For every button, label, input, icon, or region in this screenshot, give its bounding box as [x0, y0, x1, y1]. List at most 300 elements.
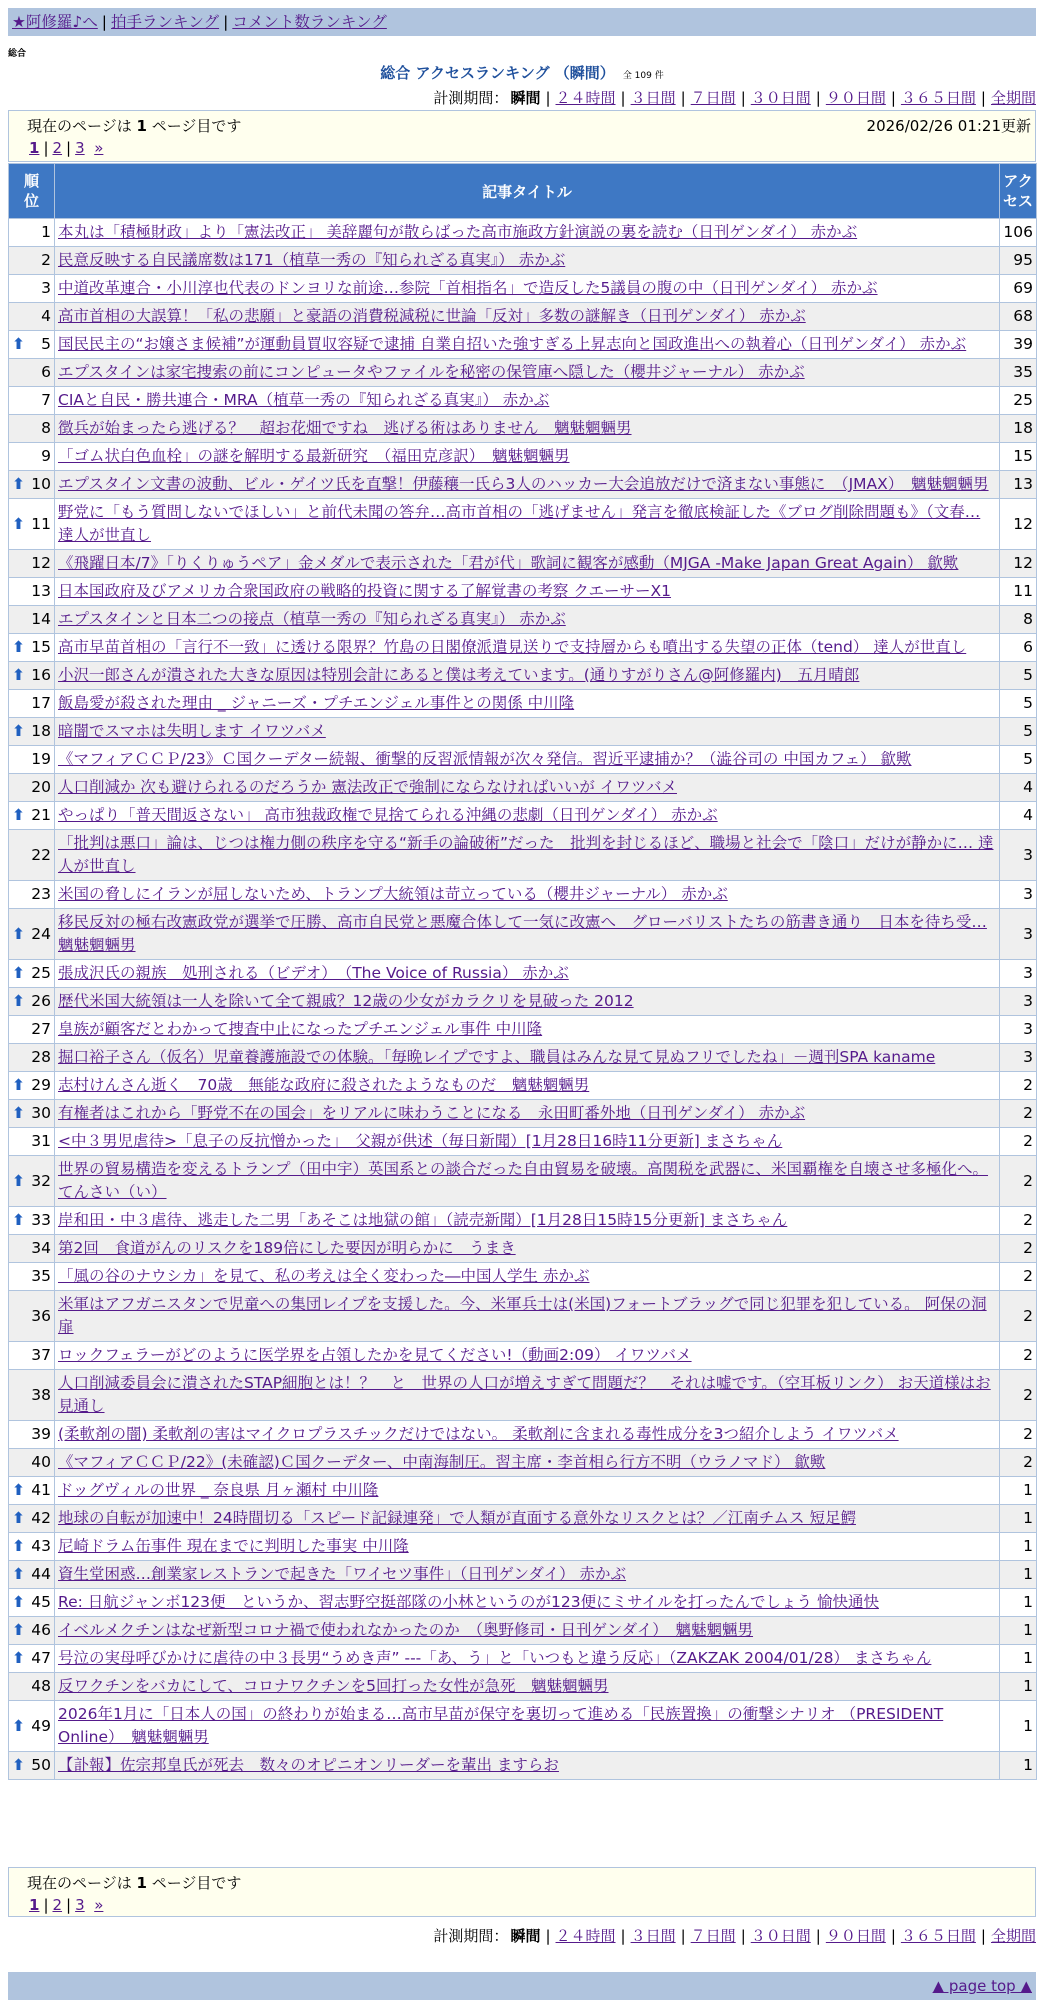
table-row: [9, 690, 1037, 718]
period-365d-link[interactable]: ３６５日間: [900, 89, 976, 107]
period-label: 計測期間：: [433, 1927, 509, 1945]
period-3d-link[interactable]: ３日間: [630, 89, 676, 107]
article-title-link[interactable]: 掘口裕子さん（仮名）児童養護施設での体験。「毎晩レイプですよ、職員はみんな見て見ぬフリでしたね」－週刊SPA kaname: [58, 1048, 936, 1066]
rank-cell: [9, 1207, 55, 1235]
rank-cell: [9, 1128, 55, 1156]
access-count: 15: [1000, 443, 1037, 471]
rank-cell: [9, 1016, 55, 1044]
period-3d-link[interactable]: ３日間: [630, 1927, 676, 1945]
page-1-link[interactable]: 1: [29, 139, 40, 157]
article-title-link[interactable]: Re: 日航ジャンボ123便 というか、習志野空挺部隊の小林というのが123便にミサイルを打ったんでしょう 愉快通快: [58, 1593, 879, 1611]
separator: |: [890, 89, 896, 107]
access-count: 2: [1000, 1128, 1037, 1156]
rank-number: 1: [41, 223, 51, 241]
page-3-link[interactable]: 3: [75, 139, 85, 157]
article-title-link[interactable]: 野党に「もう質問しないでほしい」と前代未聞の答弁…高市首相の「逃げません」発言を徹底検証した《ブログ削除問題も》（文春… 達人が世直し: [58, 503, 981, 544]
title-cell: [55, 247, 1000, 275]
article-title-link[interactable]: 岸和田・中３虐待、逃走した二男「あそこは地獄の館」（読売新聞）[1月28日15時15分更新] まさちゃん: [58, 1211, 788, 1229]
article-title-link[interactable]: 世界の貿易構造を変えるトランプ（田中宇）英国系との談合だった自由貿易を破壊。高関税を武器に、米国覇権を自壊させ多極化へ。 てんさい（い）: [58, 1160, 989, 1201]
article-title-link[interactable]: <中３男児虐待>「息子の反抗憎かった」 父親が供述（毎日新聞）[1月28日16時11分更新] まさちゃん: [58, 1132, 783, 1150]
count-header: [1000, 164, 1037, 219]
title-cell: [55, 1128, 1000, 1156]
article-title-link[interactable]: 《飛躍日本/7》「りくりゅうペア」金メダルで表示された「君が代」歌詞に観客が感動（MJGA -Make Japan Great Again） 歙歟: [58, 554, 959, 572]
table-row: [9, 415, 1037, 443]
rank-up-arrow-icon: ⬆: [12, 992, 25, 1010]
page-suffix: ページ目です: [151, 1874, 242, 1892]
access-count: 1: [1000, 1589, 1037, 1617]
page-1-link[interactable]: 1: [29, 1896, 40, 1914]
rank-number: 37: [31, 1346, 51, 1364]
ranking-table: [8, 163, 1037, 1780]
rank-header-label: 順位: [23, 172, 39, 210]
article-title-link[interactable]: 中道改革連合・小川淳也代表のドンヨリな前途…参院「首相指名」で造反した5議員の腹の中（日刊ゲンダイ） 赤かぶ: [58, 279, 878, 297]
table-row: [9, 1505, 1037, 1533]
article-title-link[interactable]: 移民反対の極右改憲政党が選挙で圧勝、高市自民党と悪魔合体して一気に改憲へ グローバリストたちの筋書き通り 日本を待ち受… 魑魅魍魎男: [58, 913, 987, 954]
rank-number: 35: [31, 1267, 51, 1285]
article-title-link[interactable]: ドッグヴィルの世界 _ 奈良県 月ヶ瀬村 中川隆: [58, 1481, 379, 1499]
article-title-link[interactable]: 国民民主の“お嬢さま候補”が運動員買収容疑で逮捕 自業自招いた強すぎる上昇志向と国政進出への執着心（日刊ゲンダイ） 赤かぶ: [58, 335, 967, 353]
article-title-link[interactable]: 《マフィアＣＣＰ/22》(未確認)Ｃ国クーデター、中南海制圧。習主席・李首相ら行方不明（ウラノマド） 歙歟: [58, 1453, 826, 1471]
period-all-link[interactable]: 全期間: [990, 1927, 1036, 1945]
section-label: 総合: [8, 49, 27, 59]
article-title-link[interactable]: 反ワクチンをバカにして、コロナワクチンを5回打った女性が急死 魑魅魍魎男: [58, 1677, 609, 1695]
title-cell: [55, 443, 1000, 471]
ranking-body: [9, 219, 1037, 1780]
access-count: 2: [1000, 1421, 1037, 1449]
rank-number: 50: [31, 1756, 51, 1774]
rank-cell: [9, 690, 55, 718]
article-title-link[interactable]: 暗闇でスマホは失明します イワツバメ: [58, 722, 326, 740]
title-cell: [55, 1072, 1000, 1100]
rank-cell: [9, 1100, 55, 1128]
article-title-link[interactable]: 人口削減委員会に潰されたSTAP細胞とは！？ と 世界の人口が増えすぎて問題だ？ それは嘘です。（空耳板リンク） お天道様はお見通し: [58, 1374, 991, 1415]
table-row: [9, 1421, 1037, 1449]
rank-cell: [9, 830, 55, 881]
table-row: [9, 1701, 1037, 1752]
rank-number: 31: [31, 1132, 51, 1150]
period-7d-link[interactable]: ７日間: [690, 1927, 736, 1945]
table-row: [9, 1128, 1037, 1156]
rank-number: 14: [31, 610, 51, 628]
page-2-link[interactable]: 2: [52, 139, 63, 157]
rank-cell: [9, 960, 55, 988]
rank-cell: [9, 578, 55, 606]
rank-number: 19: [31, 750, 51, 768]
rank-cell: [9, 1477, 55, 1505]
article-title-link[interactable]: エプスタインは家宅捜索の前にコンピュータやファイルを秘密の保管庫へ隠した（櫻井ジャーナル） 赤かぶ: [58, 363, 805, 381]
rank-cell: [9, 1449, 55, 1477]
access-count: 5: [1000, 746, 1037, 774]
article-title-link[interactable]: 有権者はこれから「野党不在の国会」をリアルに味わうことになる 永田町番外地（日刊ゲンダイ） 赤かぶ: [58, 1104, 806, 1122]
title-cell: [55, 1449, 1000, 1477]
period-current: 瞬間: [510, 1927, 541, 1945]
period-all-link[interactable]: 全期間: [990, 89, 1036, 107]
access-count: 4: [1000, 774, 1037, 802]
rank-cell: [9, 247, 55, 275]
separator: |: [740, 89, 746, 107]
separator: |: [545, 89, 551, 107]
rank-cell: [9, 1421, 55, 1449]
page-info-top: [8, 110, 1036, 162]
rank-up-arrow-icon: ⬆: [12, 1509, 25, 1527]
access-count: 13: [1000, 471, 1037, 499]
table-row: [9, 960, 1037, 988]
rank-cell: [9, 634, 55, 662]
table-row: [9, 1561, 1037, 1589]
table-row: [9, 331, 1037, 359]
rank-number: 38: [31, 1385, 51, 1404]
title-cell: [55, 550, 1000, 578]
title-cell: [55, 471, 1000, 499]
page-title: 総合 アクセスランキング （瞬間）: [380, 64, 615, 82]
rank-number: 34: [31, 1239, 51, 1257]
article-title-link[interactable]: 地球の自転が加速中！24時間切る「スピード記録連発」で人類が直面する意外なリスクとは？／江南チムス 短足鰐: [58, 1509, 856, 1527]
access-count: 2: [1000, 1291, 1037, 1342]
article-title-link[interactable]: 本丸は「積極財政」より「憲法改正」 美辞麗句が散らばった高市施政方針演説の裏を読む（日刊ゲンダイ） 赤かぶ: [58, 223, 858, 241]
rank-number: 8: [41, 419, 51, 437]
separator: |: [680, 1927, 686, 1945]
rank-up-arrow-icon: ⬆: [12, 1104, 25, 1122]
rank-up-arrow-icon: ⬆: [12, 1716, 25, 1735]
period-current: 瞬間: [510, 89, 541, 107]
rank-cell: [9, 1589, 55, 1617]
table-row: [9, 1342, 1037, 1370]
access-count: 3: [1000, 881, 1037, 909]
period-label: 計測期間：: [433, 89, 509, 107]
title-cell: [55, 1477, 1000, 1505]
rank-number: 43: [31, 1537, 51, 1555]
title-cell: [55, 1291, 1000, 1342]
article-title-link[interactable]: 徴兵が始まったら逃げる？ 超お花畑ですね 逃げる術はありません 魑魅魍魎男: [58, 419, 632, 437]
article-title-link[interactable]: やっぱり「普天間返さない」 高市独裁政権で見捨てられる沖縄の悲劇（日刊ゲンダイ） 赤かぶ: [58, 806, 718, 824]
table-row: [9, 1589, 1037, 1617]
article-title-link[interactable]: エプスタイン文書の波動、ビル・ゲイツ氏を直撃！伊藤穰一氏ら3人のハッカー大会追放だけで済まない事態に （JMAX） 魑魅魍魎男: [58, 475, 989, 493]
comment-ranking-link[interactable]: コメント数ランキング: [232, 13, 387, 31]
access-count: 1: [1000, 1645, 1037, 1673]
title-cell: [55, 1673, 1000, 1701]
article-title-link[interactable]: 飯島愛が殺された理由 _ ジャニーズ・プチエンジェル事件との関係 中川隆: [58, 694, 575, 712]
rank-cell: [9, 303, 55, 331]
access-count: 5: [1000, 718, 1037, 746]
access-count: 1: [1000, 1533, 1037, 1561]
table-row: [9, 303, 1037, 331]
period-selector-bottom: [433, 1925, 1036, 1946]
article-title-link[interactable]: 号泣の実母呼びかけに虐待の中３長男“うめき声” ---「あ、う」と「いつもと違う反応」（ZAKZAK 2004/01/28） まさちゃん: [58, 1649, 932, 1667]
period-30d-link[interactable]: ３０日間: [750, 1927, 811, 1945]
rank-cell: [9, 909, 55, 960]
rank-number: 15: [31, 638, 51, 656]
period-7d-link[interactable]: ７日間: [690, 89, 736, 107]
article-title-link[interactable]: エプスタインと日本二つの接点（植草一秀の『知られざる真実』） 赤かぶ: [58, 610, 566, 628]
separator: |: [66, 139, 72, 157]
separator: |: [620, 1927, 626, 1945]
table-row: [9, 578, 1037, 606]
rank-number: 17: [31, 694, 51, 712]
access-count: 3: [1000, 1016, 1037, 1044]
access-count: 2: [1000, 1449, 1037, 1477]
table-row: [9, 909, 1037, 960]
rank-up-arrow-icon: ⬆: [12, 964, 25, 982]
access-count: 1: [1000, 1561, 1037, 1589]
page-suffix: ページ目です: [151, 117, 242, 135]
rank-cell: [9, 443, 55, 471]
article-title-link[interactable]: CIAと自民・勝共連合・MRA（植草一秀の『知られざる真実』） 赤かぶ: [58, 391, 550, 409]
access-count: 2: [1000, 1072, 1037, 1100]
separator: |: [545, 1927, 551, 1945]
period-90d-link[interactable]: ９０日間: [825, 1927, 886, 1945]
table-row: [9, 1016, 1037, 1044]
rank-up-arrow-icon: ⬆: [12, 475, 25, 493]
access-count: 68: [1000, 303, 1037, 331]
title-cell: [55, 499, 1000, 550]
rank-cell: [9, 881, 55, 909]
article-title-link[interactable]: 第2回 食道がんのリスクを189倍にした要因が明らかに うまき: [58, 1239, 516, 1257]
title-cell: [55, 359, 1000, 387]
title-cell: [55, 1100, 1000, 1128]
rank-number: 32: [31, 1171, 51, 1190]
title-cell: [55, 960, 1000, 988]
title-cell: [55, 909, 1000, 960]
title-cell: [55, 662, 1000, 690]
rank-up-arrow-icon: ⬆: [12, 1211, 25, 1229]
period-24h-link[interactable]: ２４時間: [555, 1927, 616, 1945]
access-count: 1: [1000, 1752, 1037, 1780]
table-row: [9, 1477, 1037, 1505]
access-count: 2: [1000, 1156, 1037, 1207]
title-cell: [55, 415, 1000, 443]
table-row: [9, 802, 1037, 830]
rank-cell: [9, 1370, 55, 1421]
title-cell: [55, 988, 1000, 1016]
access-count: 3: [1000, 909, 1037, 960]
total-count: 全 109 件: [622, 71, 664, 81]
period-selector-top: [433, 87, 1036, 108]
rank-up-arrow-icon: ⬆: [12, 666, 25, 684]
separator: |: [980, 1927, 986, 1945]
article-title-link[interactable]: 高市首相の大誤算！「私の悲願」と豪語の消費税減税に世論「反対」多数の謎解き（日刊ゲンダイ） 赤かぶ: [58, 307, 806, 325]
count-header-label: アクセス: [1002, 172, 1033, 210]
title-cell: [55, 881, 1000, 909]
period-365d-link[interactable]: ３６５日間: [900, 1927, 976, 1945]
article-title-link[interactable]: 人口削減か 次も避けられるのだろうか 憲法改正で強制にならなければいいが イワツバメ: [58, 778, 677, 796]
rank-cell: [9, 1235, 55, 1263]
period-24h-link[interactable]: ２４時間: [555, 89, 616, 107]
rank-number: 24: [31, 924, 51, 943]
article-title-link[interactable]: イベルメクチンはなぜ新型コロナ禍で使われなかったのか （奥野修司・日刊ゲンダイ） 魑魅魍魎男: [58, 1621, 754, 1639]
table-row: [9, 988, 1037, 1016]
title-cell: [55, 1701, 1000, 1752]
page-3-link[interactable]: 3: [75, 1896, 85, 1914]
rank-number: 47: [31, 1649, 51, 1667]
table-row: [9, 662, 1037, 690]
rank-number: 22: [31, 845, 51, 864]
title-cell: [55, 1235, 1000, 1263]
article-title-link[interactable]: 米国の脅しにイランが屈しないため、トランプ大統領は苛立っている（櫻井ジャーナル） 赤かぶ: [58, 885, 728, 903]
access-count: 39: [1000, 331, 1037, 359]
rank-number: 5: [41, 335, 51, 353]
access-count: 2: [1000, 1263, 1037, 1291]
article-title-link[interactable]: 【訃報】佐宗邦皇氏が死去 数々のオピニオンリーダーを輩出 ますらお: [58, 1756, 559, 1774]
article-title-link[interactable]: 張成沢氏の親族 処刑される（ビデオ） （The Voice of Russia） 赤かぶ: [58, 964, 569, 982]
ranking-title-row: [0, 62, 1044, 83]
access-count: 106: [1000, 219, 1037, 247]
access-count: 12: [1000, 499, 1037, 550]
separator: |: [740, 1927, 746, 1945]
article-title-link[interactable]: 「批判は悪口」論は、じつは権力側の秩序を守る“新手の論破術”だった 批判を封じるほど、職場と社会で「陰口」だけが静かに… 達人が世直し: [58, 834, 994, 875]
article-title-link[interactable]: 米軍はアフガニスタンで児童への集団レイプを支援した。今、米軍兵士は(米国)フォートブラッグで同じ犯罪を犯している。 阿保の洞扉: [58, 1295, 987, 1336]
title-cell: [55, 578, 1000, 606]
access-count: 3: [1000, 960, 1037, 988]
rank-up-arrow-icon: ⬆: [12, 806, 25, 824]
article-title-link[interactable]: 高市早苗首相の「言行不一致」に透ける限界？竹島の日閣僚派遣見送りで支持層からも噴出する失望の正体（tend） 達人が世直し: [58, 638, 967, 656]
article-title-link[interactable]: 歴代米国大統領は一人を除いて全て親戚？12歳の少女がカラクリを見破った 2012: [58, 992, 634, 1010]
period-90d-link[interactable]: ９０日間: [825, 89, 886, 107]
table-row: [9, 881, 1037, 909]
rank-up-arrow-icon: ⬆: [12, 335, 25, 353]
rank-cell: [9, 387, 55, 415]
rank-cell: [9, 1701, 55, 1752]
access-count: 4: [1000, 802, 1037, 830]
rank-number: 13: [31, 582, 51, 600]
rank-cell: [9, 1342, 55, 1370]
rank-up-arrow-icon: ⬆: [12, 1756, 25, 1774]
table-row: [9, 219, 1037, 247]
rank-number: 49: [31, 1716, 51, 1735]
period-30d-link[interactable]: ３０日間: [750, 89, 811, 107]
access-count: 35: [1000, 359, 1037, 387]
rank-cell: [9, 359, 55, 387]
title-cell: [55, 606, 1000, 634]
article-title-link[interactable]: 日本国政府及びアメリカ合衆国政府の戦略的投資に関する了解覚書の考察 クエーサーX1: [58, 582, 672, 600]
article-title-link[interactable]: (柔軟剤の闇) 柔軟剤の害はマイクロプラスチックだけではない。 柔軟剤に含まれる毒性成分を3つ紹介しよう イワツバメ: [58, 1425, 899, 1443]
rank-cell: [9, 1645, 55, 1673]
access-count: 5: [1000, 662, 1037, 690]
rank-number: 30: [31, 1104, 51, 1122]
article-title-link[interactable]: 皇族が顧客だとわかって捜査中止になったプチエンジェル事件 中川隆: [58, 1020, 543, 1038]
rank-number: 2: [41, 251, 51, 269]
table-row: [9, 499, 1037, 550]
access-count: 8: [1000, 606, 1037, 634]
article-title-link[interactable]: 「風の谷のナウシカ」を見て、私の考えは全く変わった―中国人学生 赤かぶ: [58, 1267, 590, 1285]
separator: |: [101, 13, 108, 31]
table-row: [9, 1207, 1037, 1235]
table-row: [9, 550, 1037, 578]
rank-cell: [9, 1617, 55, 1645]
article-title-link[interactable]: 資生堂困惑…創業家レストランで起きた「ワイセツ事件」（日刊ゲンダイ） 赤かぶ: [58, 1565, 627, 1583]
access-count: 2: [1000, 1370, 1037, 1421]
rank-number: 9: [41, 447, 51, 465]
separator: |: [980, 89, 986, 107]
rank-cell: [9, 499, 55, 550]
rank-number: 26: [31, 992, 51, 1010]
access-count: 5: [1000, 690, 1037, 718]
rank-number: 12: [31, 554, 51, 572]
rank-cell: [9, 1156, 55, 1207]
rank-cell: [9, 415, 55, 443]
table-row: [9, 1617, 1037, 1645]
article-title-link[interactable]: 「ゴム状白色血栓」の謎を解明する最新研究 （福田克彦訳） 魑魅魍魎男: [58, 447, 570, 465]
rank-up-arrow-icon: ⬆: [12, 514, 25, 533]
access-count: 2: [1000, 1100, 1037, 1128]
asyura-home-link[interactable]: ★阿修羅♪へ: [12, 13, 98, 31]
pagination: [29, 1896, 103, 1914]
rank-cell: [9, 331, 55, 359]
table-row: [9, 634, 1037, 662]
page-top-link[interactable]: ▲ page top ▲: [932, 1977, 1032, 1995]
rank-up-arrow-icon: ⬆: [12, 1621, 25, 1639]
access-count: 12: [1000, 550, 1037, 578]
access-count: 3: [1000, 830, 1037, 881]
separator: |: [43, 1896, 49, 1914]
table-row: [9, 359, 1037, 387]
article-title-link[interactable]: 民意反映する自民議席数は171（植草一秀の『知られざる真実』） 赤かぶ: [58, 251, 566, 269]
table-row: [9, 774, 1037, 802]
rank-number: 48: [31, 1677, 51, 1695]
access-count: 25: [1000, 387, 1037, 415]
top-nav-bar: [8, 8, 1036, 36]
footer-bar: [8, 1972, 1036, 2000]
rank-number: 39: [31, 1425, 51, 1443]
page-2-link[interactable]: 2: [52, 1896, 63, 1914]
table-row: [9, 1291, 1037, 1342]
article-title-link[interactable]: 《マフィアＣＣＰ/23》Ｃ国クーデター続報、衝撃的反習派情報が次々発信。習近平逮捕か？（澁谷司の 中国カフェ） 歙歟: [58, 750, 912, 768]
title-cell: [55, 1263, 1000, 1291]
rank-cell: [9, 1072, 55, 1100]
article-title-link[interactable]: 志村けんさん逝く 70歳 無能な政府に殺されたようなものだ 魑魅魍魎男: [58, 1076, 590, 1094]
applause-ranking-link[interactable]: 拍手ランキング: [111, 13, 220, 31]
rank-number: 36: [31, 1306, 51, 1325]
access-count: 1: [1000, 1701, 1037, 1752]
rank-up-arrow-icon: ⬆: [12, 1171, 25, 1190]
article-title-link[interactable]: 尼崎ドラム缶事件 現在までに判明した事実 中川隆: [58, 1537, 409, 1555]
title-cell: [55, 1342, 1000, 1370]
table-row: [9, 387, 1037, 415]
next-page-link[interactable]: »: [94, 1896, 104, 1914]
title-cell: [55, 774, 1000, 802]
article-title-link[interactable]: 2026年1月に「日本人の国」の終わりが始まる…高市早苗が保守を裏切って進める「民族置換」の衝撃シナリオ （PRESIDENT Online） 魑魅魍魎男: [58, 1705, 944, 1746]
article-title-link[interactable]: ロックフェラーがどのように医学界を占領したかを見てください!（動画2:09） イワツバメ: [58, 1346, 692, 1364]
title-cell: [55, 1207, 1000, 1235]
rank-up-arrow-icon: ⬆: [12, 1649, 25, 1667]
title-cell: [55, 1156, 1000, 1207]
access-count: 69: [1000, 275, 1037, 303]
next-page-link[interactable]: »: [94, 139, 104, 157]
rank-number: 46: [31, 1621, 51, 1639]
rank-cell: [9, 802, 55, 830]
access-count: 6: [1000, 634, 1037, 662]
access-count: 95: [1000, 247, 1037, 275]
rank-cell: [9, 718, 55, 746]
page-number: 1: [136, 117, 147, 135]
rank-cell: [9, 219, 55, 247]
table-row: [9, 746, 1037, 774]
title-cell: [55, 634, 1000, 662]
separator: |: [223, 13, 229, 31]
title-cell: [55, 1533, 1000, 1561]
rank-number: 40: [31, 1453, 51, 1471]
access-count: 2: [1000, 1235, 1037, 1263]
rank-cell: [9, 662, 55, 690]
article-title-link[interactable]: 小沢一郎さんが潰された大きな原因は特別会計にあると僕は考えています。(通りすがりさん@阿修羅内) 五月晴郎: [58, 666, 860, 684]
pagination: [29, 139, 103, 157]
title-cell: [55, 1505, 1000, 1533]
title-cell: [55, 1044, 1000, 1072]
rank-cell: [9, 988, 55, 1016]
rank-number: 45: [31, 1593, 51, 1611]
title-header: 記事タイトル: [55, 164, 1000, 219]
rank-number: 29: [31, 1076, 51, 1094]
rank-header: [9, 164, 55, 219]
